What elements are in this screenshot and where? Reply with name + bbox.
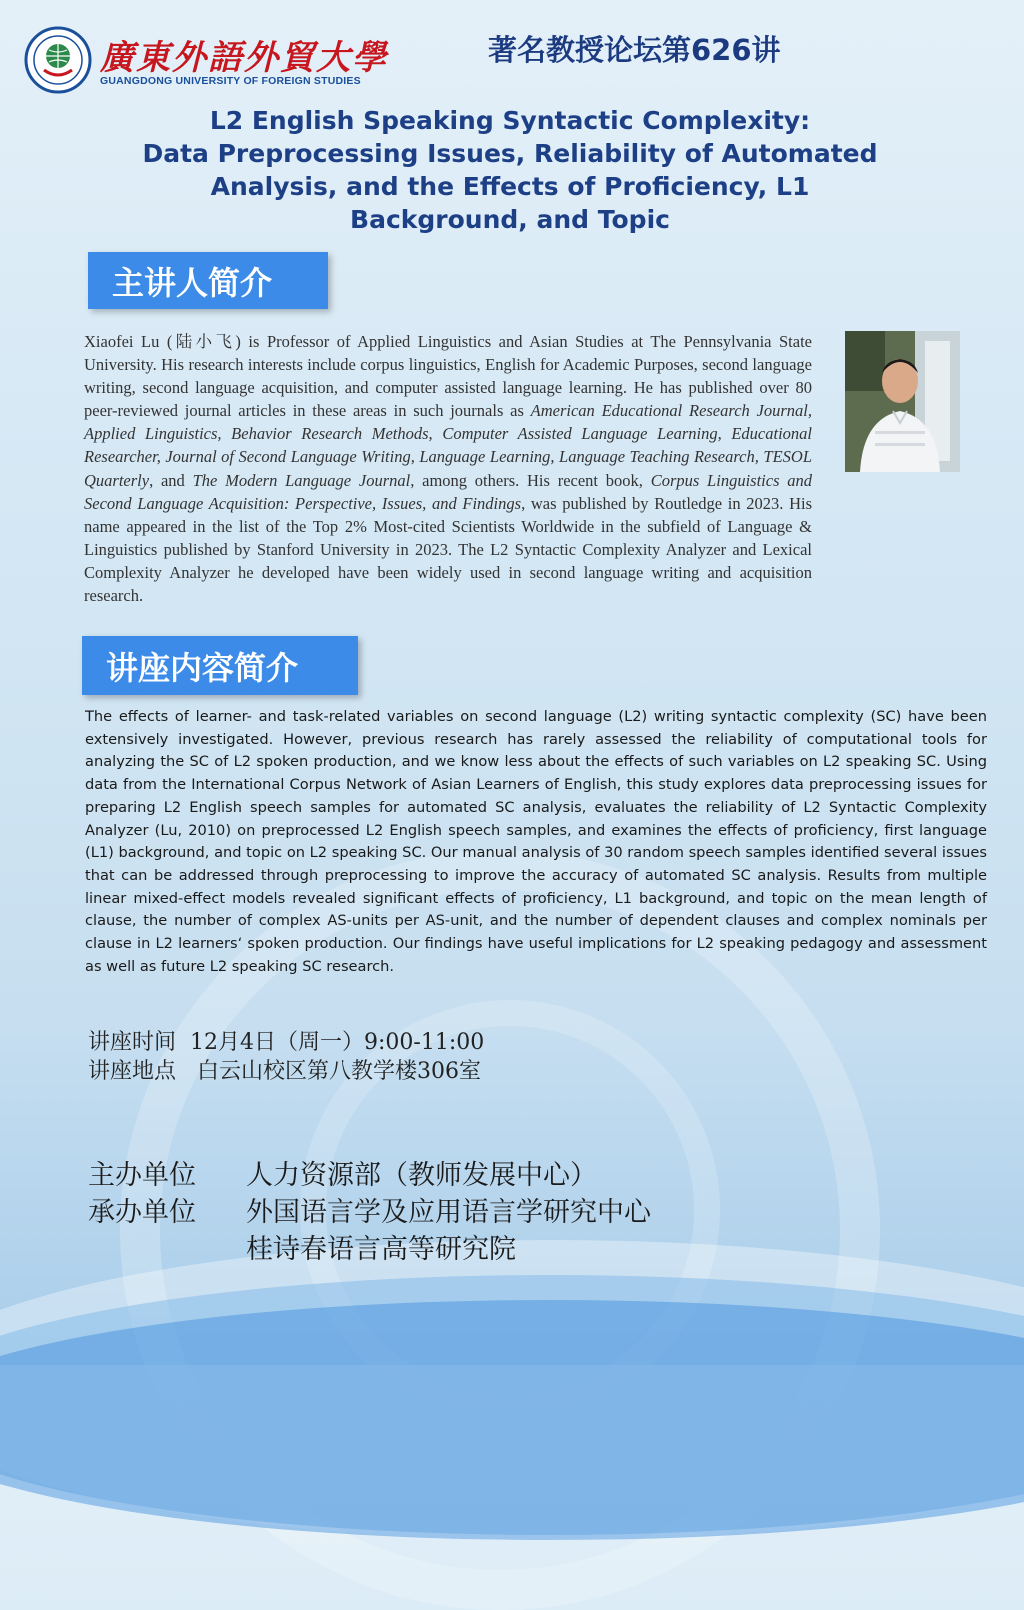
talk-title-line: Background, and Topic	[350, 205, 670, 234]
host-unit	[88, 1153, 597, 1192]
lecture-place-value: 白云山校区第八教学楼306室	[197, 1059, 481, 1084]
speaker-bio	[84, 330, 812, 607]
university-logo-icon	[24, 26, 92, 94]
lecture-time-label: 讲座时间	[88, 1030, 177, 1055]
bio-text: , was published by Routledge in 2023. His name appeared in the list of the Top 2% Most-cited Scientists Worldwide in the subfield of Language & Linguistics published by Stanford University in 2023. The L2 Syntactic Complexity Analyzer and Lexical Complexity Analyzer he developed have been widely used in second language writing and acquisition research.	[84, 493, 812, 606]
talk-title-line: L2 English Speaking Syntactic Complexity:	[209, 106, 811, 135]
talk-title	[110, 104, 910, 236]
content-section-heading: 讲座内容简介	[82, 636, 358, 695]
lecture-time-value: 12月4日（周一）9:00-11:00	[190, 1030, 485, 1055]
speaker-photo	[845, 331, 960, 472]
talk-abstract: The effects of learner- and task-related variables on second language (L2) writing syntactic complexity (SC) have been extensively investigated. However, previous research has rarely assessed the reliability of computational tools for analyzing the SC of L2 spoken production, and we know less about the effects of such variables on L2 speaking SC. Using data from the International Corpus Network of Asian Learners of English, this study explores data preprocessing issues for preparing L2 English speech samples for automated SC analysis, evaluates the reliability of L2 Syntactic Complexity Analyzer (Lu, 2010) on preprocessed L2 English speech samples, and examines the effects of proficiency, first language (L1) background, and topic on L2 speaking SC. Our manual analysis of 30 random speech samples identified several issues that can be addressed through preprocessing to improve the accuracy of automated SC analysis. Results from multiple linear mixed-effect models revealed significant effects of proficiency, L1 background, and topic on the mean length of clause, the number of complex AS-units per AS-unit, and the number of dependent clauses and complex nominals per clause in L2 learners‘ spoken production. Our findings have useful implications for L2 speaking pedagogy and assessment as well as future L2 speaking SC research.	[85, 708, 987, 975]
wave-decoration	[0, 1300, 1024, 1540]
lecture-time	[88, 1025, 484, 1056]
lecture-place-label: 讲座地点	[88, 1059, 177, 1084]
talk-title-line: Data Preprocessing Issues, Reliability of Automated	[142, 139, 878, 168]
bio-text: Xiaofei Lu (陆小飞) is Professor of Applied Linguistics and Asian Studies at The Pennsylvania State University. His research interests include corpus linguistics, English for Academic Purposes, second language writing, second language acquisition, and computer assisted language learning. He has published over 80 peer-reviewed journal articles in these areas in such journals as	[84, 332, 812, 421]
host-value: 人力资源部（教师发展中心）	[246, 1160, 597, 1191]
bio-journals: American Educational Research Journal, Applied Linguistics, Behavior Research Methods, Computer Assisted Language Learning, Educational Researcher, Journal of Second Language Writing, Language Learning, Language Teaching Research, TESOL Quarterly	[84, 401, 812, 490]
bio-text: , and	[149, 470, 193, 490]
talk-title-line: Analysis, and the Effects of Proficiency, L1	[210, 172, 810, 201]
bio-journal: The Modern Language Journal	[192, 470, 411, 490]
forum-title: 著名教授论坛第626讲	[488, 33, 781, 67]
university-name-en: GUANGDONG UNIVERSITY OF FOREIGN STUDIES	[100, 75, 361, 87]
host-label: 主办单位	[88, 1160, 196, 1191]
organizer-label: 承办单位	[88, 1197, 196, 1228]
organizer-value-2: 桂诗春语言高等研究院	[246, 1234, 516, 1265]
bio-text: , among others. His recent book,	[410, 470, 651, 490]
organizer-value: 外国语言学及应用语言学研究中心	[246, 1197, 651, 1228]
university-name-cn: 廣東外語外貿大學	[100, 38, 388, 78]
lecture-place	[88, 1054, 481, 1085]
organizer-unit	[88, 1190, 651, 1229]
speaker-section-heading: 主讲人简介	[88, 252, 328, 309]
bio-book-title: Corpus Linguistics and Second Language Acquisition: Perspective, Issues, and Findings	[84, 470, 813, 513]
